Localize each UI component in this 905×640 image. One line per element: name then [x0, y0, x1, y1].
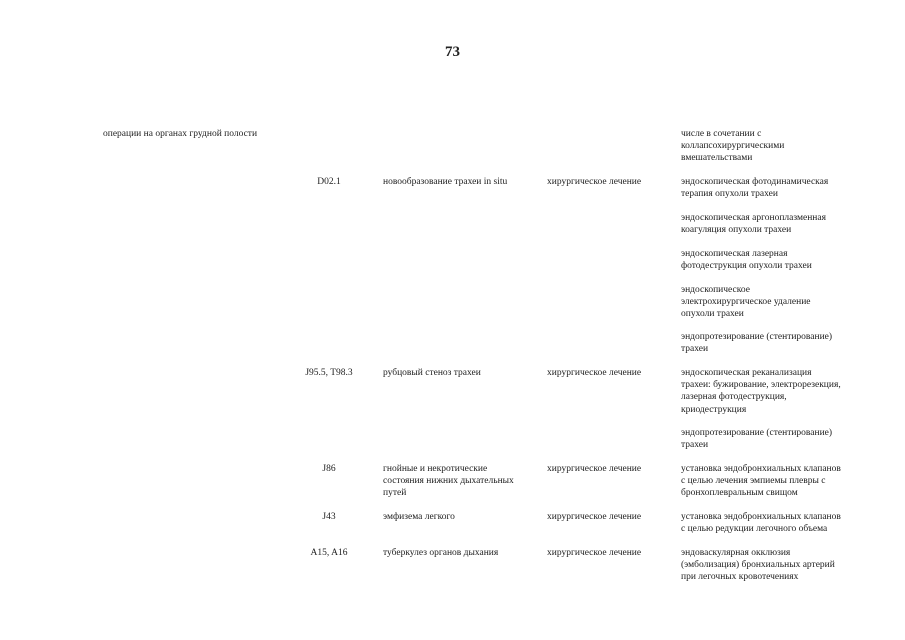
- treatment-method: [681, 331, 832, 355]
- method-line: эндоваскулярная окклюзия: [681, 548, 791, 558]
- method-line: установка эндобронхиальных клапанов: [681, 512, 841, 522]
- method-line: эндоскопическое: [681, 285, 750, 295]
- method-line: эндоскопическая лазерная: [681, 249, 788, 259]
- method-line: эндоскопическая реканализация: [681, 368, 812, 378]
- method-line: лазерная фотодеструкция,: [681, 392, 787, 403]
- method-line: коагуляция опухоли трахеи: [681, 225, 792, 236]
- treatment-method: [681, 463, 841, 500]
- page-number: 73: [445, 44, 460, 60]
- diagnosis-text: [383, 367, 481, 379]
- diagnosis-line: туберкулез органов дыхания: [383, 548, 499, 558]
- method-line: числе в сочетании с: [681, 129, 762, 139]
- diagnosis-line: путей: [383, 488, 407, 499]
- method-line: криодеструкция: [681, 404, 747, 415]
- treatment-type: хирургическое лечение: [547, 177, 642, 187]
- method-line: с целью лечения эмпиемы плевры с: [681, 476, 826, 487]
- diagnosis-text: [383, 511, 455, 523]
- method-line: трахеи: [681, 344, 709, 355]
- treatment-method: [681, 212, 826, 236]
- method-line: фотодеструкция опухоли трахеи: [681, 261, 812, 272]
- method-line: вмешательствами: [681, 153, 753, 164]
- treatment-method: [681, 248, 812, 272]
- treatment-method: [681, 367, 841, 416]
- treatment-method: [681, 547, 835, 584]
- treatment-type: хирургическое лечение: [547, 512, 642, 522]
- diagnosis-line: новообразование трахеи in situ: [383, 177, 508, 187]
- method-line: при легочных кровотечениях: [681, 572, 799, 583]
- method-line: трахеи: бужирование, электрорезекция,: [681, 380, 841, 391]
- diagnosis-text: [383, 547, 498, 559]
- diagnosis-code: J95.5, T98.3: [305, 368, 353, 378]
- method-line: эндоскопическая аргоноплазменная: [681, 213, 826, 223]
- method-line: коллапсохирургическими: [681, 141, 785, 152]
- method-line: эндопротезирование (стентирование): [681, 332, 833, 342]
- method-line: электрохирургическое удаление: [681, 297, 811, 308]
- method-line: эндоскопическая фотодинамическая: [681, 177, 829, 187]
- method-line: опухоли трахеи: [681, 309, 744, 320]
- treatment-type: хирургическое лечение: [547, 548, 642, 558]
- treatment-method: [681, 284, 811, 321]
- diagnosis-code: J43: [322, 512, 336, 522]
- treatment-type: хирургическое лечение: [547, 464, 642, 474]
- method-line: трахеи: [681, 440, 709, 451]
- diagnosis-code: D02.1: [317, 177, 341, 187]
- method-line: (эмболизация) бронхиальных артерий: [681, 560, 835, 571]
- diagnosis-line: состояния нижних дыхательных: [383, 476, 514, 487]
- diagnosis-code: A15, A16: [310, 548, 348, 558]
- diagnosis-line: рубцовый стеноз трахеи: [383, 368, 481, 378]
- treatment-method: [681, 511, 841, 535]
- diagnosis-line: эмфизема легкого: [383, 512, 455, 522]
- intro-method: [681, 128, 784, 165]
- diagnosis-text: [383, 176, 507, 188]
- diagnosis-line: гнойные и некротические: [383, 464, 488, 474]
- method-line: эндопротезирование (стентирование): [681, 428, 833, 438]
- method-line: терапия опухоли трахеи: [681, 189, 778, 200]
- diagnosis-code: J86: [322, 464, 336, 474]
- method-line: установка эндобронхиальных клапанов: [681, 464, 841, 474]
- method-line: бронхоплевральным свищом: [681, 488, 798, 499]
- diagnosis-text: [383, 463, 514, 500]
- section-title: операции на органах грудной полости: [103, 129, 258, 139]
- method-line: с целью редукции легочного объема: [681, 524, 828, 535]
- treatment-method: [681, 176, 828, 200]
- treatment-type: хирургическое лечение: [547, 368, 642, 378]
- treatment-method: [681, 427, 832, 451]
